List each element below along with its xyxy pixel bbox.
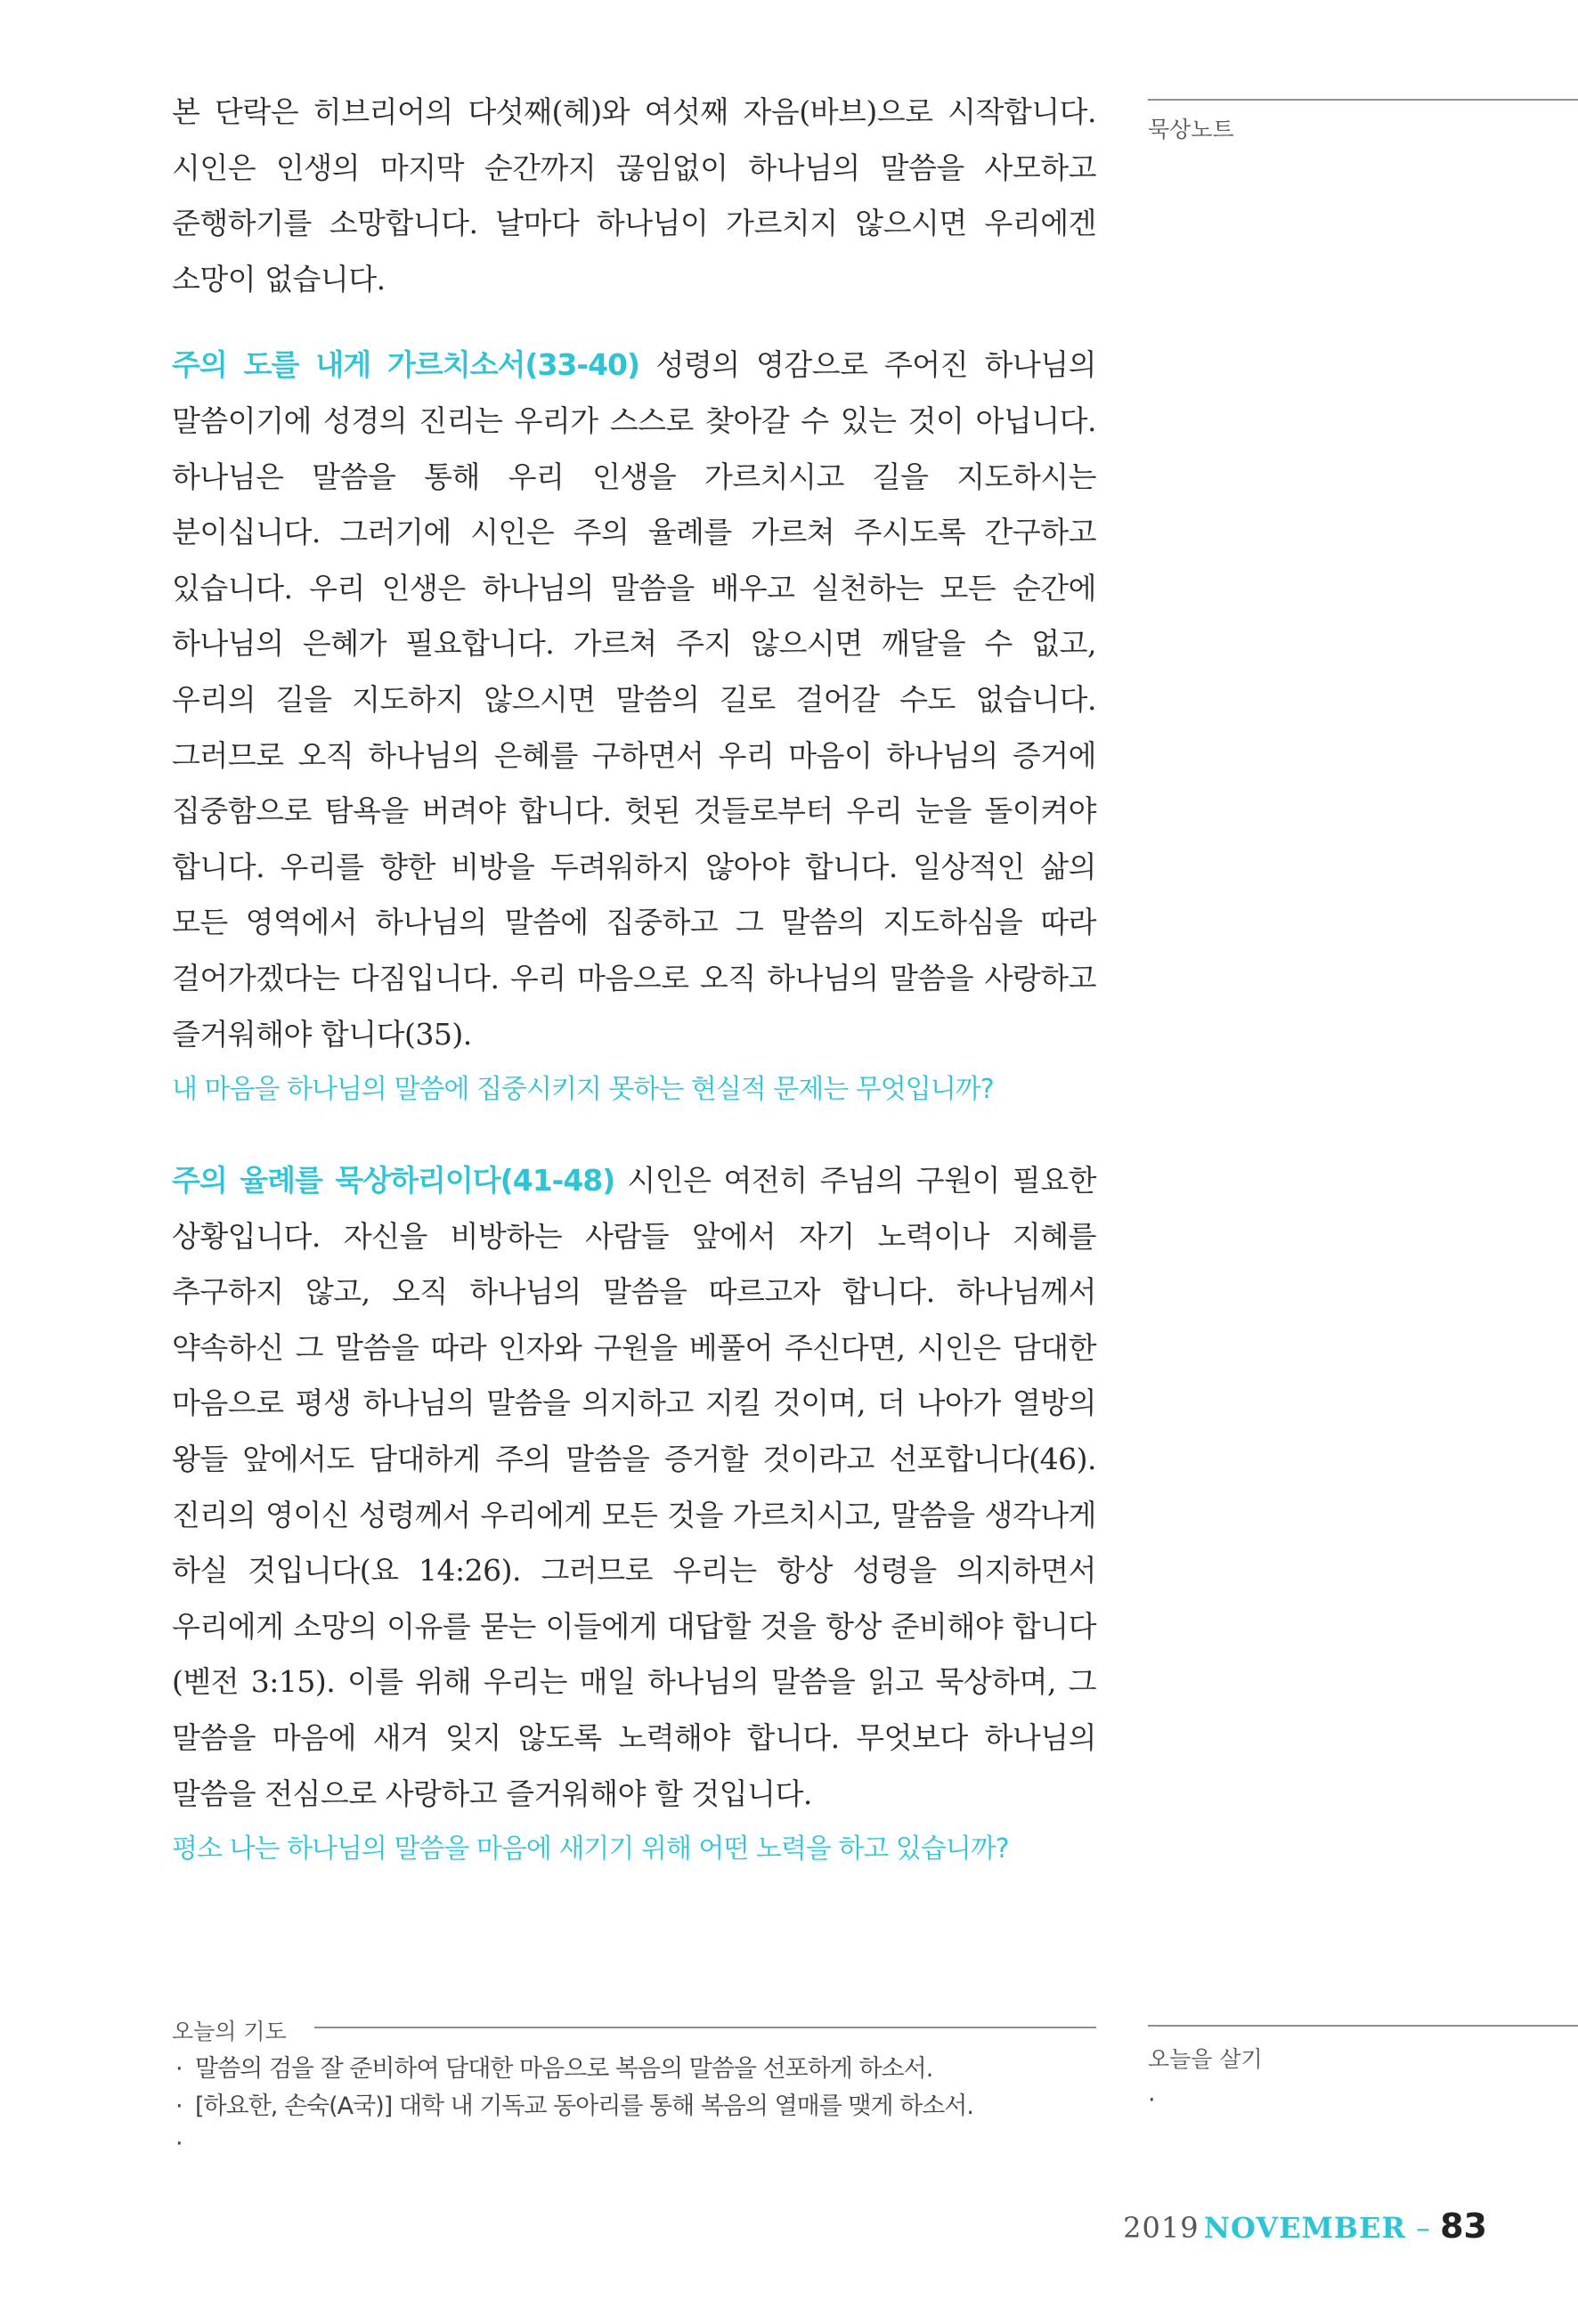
prayer-header	[172, 2014, 1096, 2044]
main-column	[172, 85, 1096, 1877]
live-label: 오늘을 살기	[1148, 2046, 1263, 2072]
section-2-question: 평소 나는 하나님의 말씀을 마음에 새기기 위해 어떤 노력을 하고 있습니까?	[172, 1833, 1009, 1865]
section-1-question: 내 마음을 하나님의 말씀에 집중시키지 못하는 현실적 문제는 무엇입니까?	[172, 1074, 994, 1106]
section-2-paragraph	[172, 1153, 1096, 1822]
section-2-body: 시인은 여전히 주님의 구원이 필요한 상황입니다. 자신을 비방하는 사람들 앞에서 자기 노력이나 지혜를 추구하지 않고, 오직 하나님의 말씀을 따르고자 합니다. 하나님께서 약속하신 그 말씀을 따라 인자와 구원을 베풀어 주신다면, 시인은 담대한 마음으로 평생 하나님의 말씀을 의지하고 지킬 것이며, 더 나아가 열방의 왕들 앞에서도 담대하게 주의 말씀을 증거할 것이라고 선포합니다(46). 진리의 영이신 성령께서 우리에게 모든 것을 가르치시고, 말씀을 생각나게 하실 것입니다(요 14:26). 그러므로 우리는 항상 성령을 의지하면서 우리에게 소망의 이유를 묻는 이들에게 대답할 것을 항상 준비해야 합니다(벧전 3:15). 이를 위해 우리는 매일 하나님의 말씀을 읽고 묵상하며, 그 말씀을 마음에 새겨 잊지 않도록 노력해야 합니다. 무엇보다 하나님의 말씀을 전심으로 사랑하고 즐거워해야 할 것입니다.	[172, 1163, 1097, 1811]
prayer-item: · [하요한, 손숙(A국)] 대학 내 기독교 동아리를 통해 복음의 열매를 맺게 하소서.	[172, 2088, 1151, 2125]
prayer-item: · 말씀의 검을 잘 준비하여 담대한 마음으로 복음의 말씀을 선포하게 하소서.	[172, 2051, 1151, 2088]
intro-paragraph: 본 단락은 히브리어의 다섯째(헤)와 여섯째 자음(바브)으로 시작합니다. 시인은 인생의 마지막 순간까지 끊임없이 하나님의 말씀을 사모하고 준행하기를 소망합니다. 날마다 하나님이 가르치지 않으시면 우리에겐 소망이 없습니다.	[172, 94, 1096, 297]
footer-year: 2019	[1123, 2211, 1200, 2245]
page-number: 83	[1440, 2206, 1487, 2246]
prayer-label: 오늘의 기도	[172, 2019, 287, 2044]
section-2-heading: 주의 율례를 묵상하리이다(41-48)	[172, 1163, 615, 1199]
section-1-paragraph	[172, 337, 1096, 1062]
footer-month: NOVEMBER	[1203, 2211, 1406, 2245]
section-1-heading: 주의 도를 내게 가르치소서(33-40)	[172, 347, 640, 383]
live-rule	[1148, 2025, 1578, 2027]
prayer-item	[172, 2125, 1151, 2163]
section-1-body: 성령의 영감으로 주어진 하나님의 말씀이기에 성경의 진리는 우리가 스스로 찾아갈 수 있는 것이 아닙니다. 하나님은 말씀을 통해 우리 인생을 가르치시고 길을 지도하시는 분이십니다. 그러기에 시인은 주의 율례를 가르쳐 주시도록 간구하고 있습니다. 우리 인생은 하나님의 말씀을 배우고 실천하는 모든 순간에 하나님의 은혜가 필요합니다. 가르쳐 주지 않으시면 깨달을 수 없고, 우리의 길을 지도하지 않으시면 말씀의 길로 걸어갈 수도 없습니다. 그러므로 오직 하나님의 은혜를 구하면서 우리 마음이 하나님의 증거에 집중함으로 탐욕을 버려야 합니다. 헛된 것들로부터 우리 눈을 돌이켜야 합니다. 우리를 향한 비방을 두려워하지 않아야 합니다. 일상적인 삶의 모든 영역에서 하나님의 말씀에 집중하고 그 말씀의 지도하심을 따라 걸어가겠다는 다짐입니다. 우리 마음으로 오직 하나님의 말씀을 사랑하고 즐거워해야 합니다(35).	[172, 347, 1096, 1052]
prayer-rule	[314, 2027, 1096, 2028]
page-footer	[1123, 2206, 1487, 2246]
footer-dash: –	[1416, 2211, 1431, 2245]
prayer-list	[172, 2051, 1151, 2163]
notes-label: 묵상노트	[1148, 117, 1234, 142]
notes-rule	[1148, 99, 1578, 101]
live-bullet: ·	[1148, 2086, 1156, 2114]
